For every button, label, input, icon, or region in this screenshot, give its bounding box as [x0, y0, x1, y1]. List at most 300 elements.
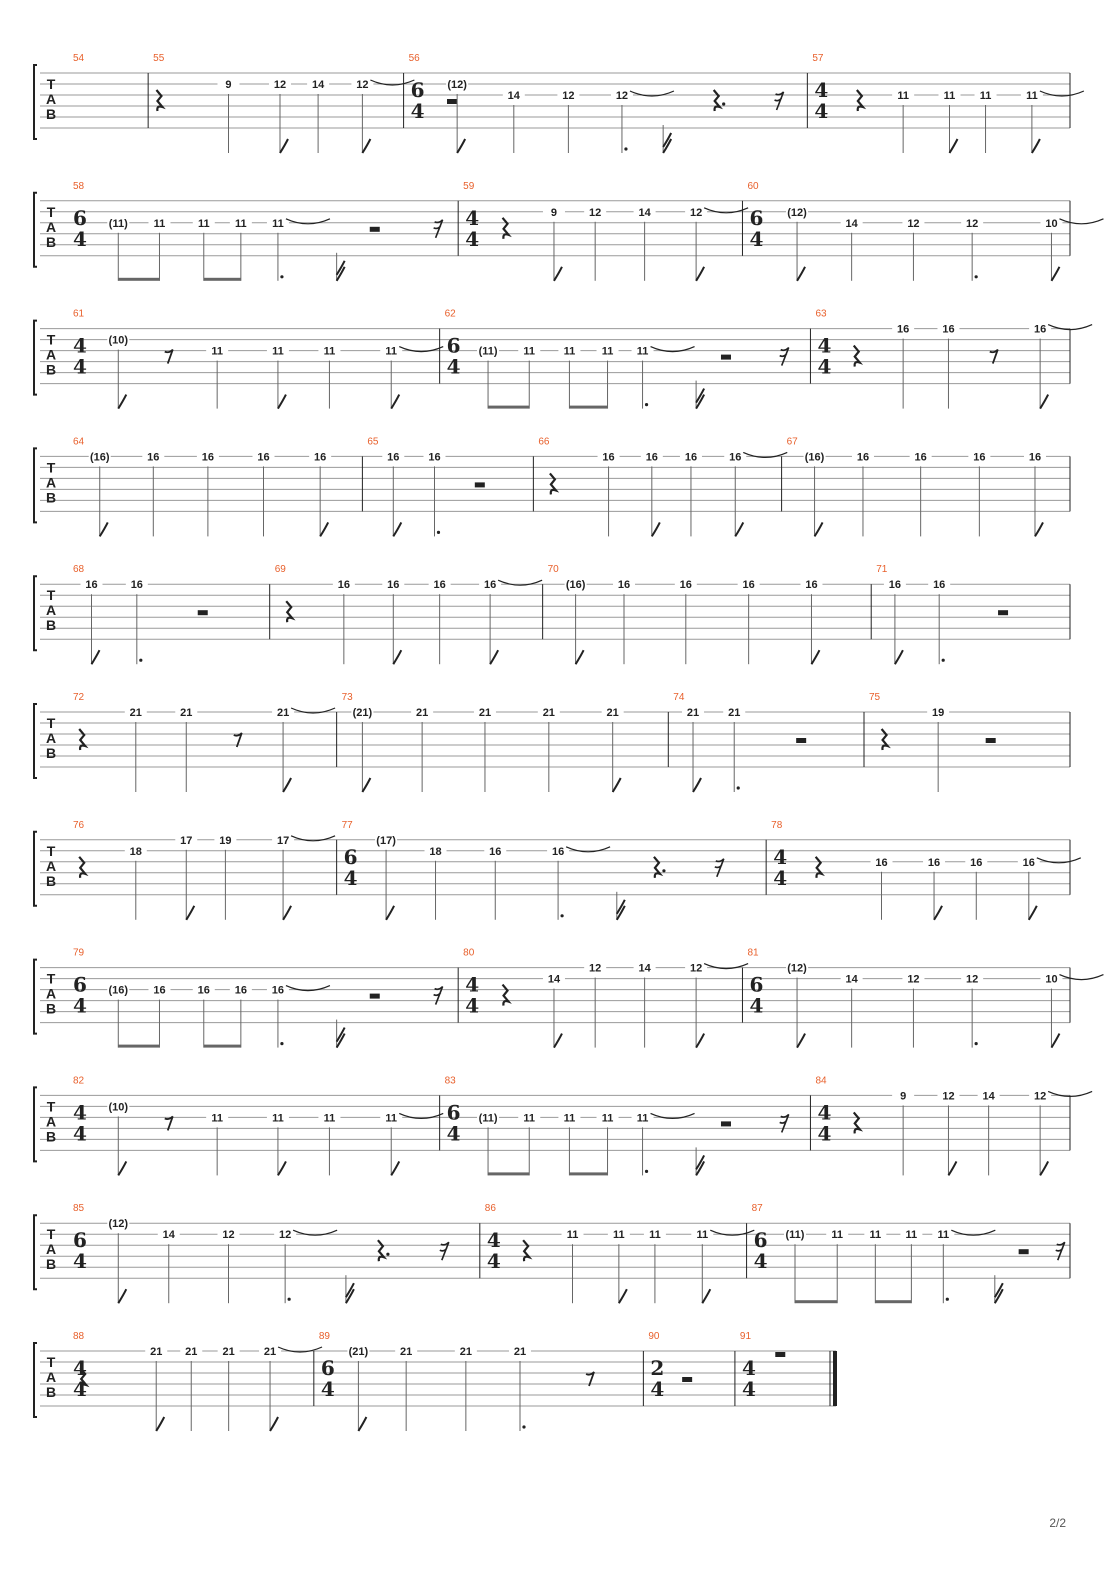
- stem-flag: [457, 139, 465, 153]
- stem-flag: [92, 650, 100, 664]
- stem-flag: [270, 1417, 278, 1431]
- stem-flag: [696, 267, 704, 281]
- system-bracket: [34, 704, 37, 778]
- fret-number: (12): [787, 206, 807, 219]
- tab-clef-letter: T: [46, 842, 56, 859]
- stem-flag: [118, 1161, 126, 1175]
- half-rest: [998, 610, 1008, 615]
- fret-number: 11: [831, 1229, 844, 1242]
- fret-number: (12): [787, 962, 807, 975]
- time-sig-bottom: 4: [73, 1377, 87, 1401]
- tab-clef-letter: A: [45, 346, 57, 363]
- tab-clef-letter: B: [45, 1384, 57, 1400]
- fret-number: 16: [85, 579, 98, 592]
- system-bracket: [34, 960, 37, 1034]
- time-sig-bottom: 4: [446, 1121, 461, 1146]
- time-sig-bottom: 4: [73, 1121, 87, 1146]
- time-sig-bottom: 4: [817, 354, 832, 379]
- fret-number: (11): [108, 217, 128, 230]
- fret-number: 11: [601, 345, 614, 358]
- tab-clef-letter: B: [45, 617, 57, 634]
- tab-clef-letter: A: [45, 730, 57, 746]
- stem-flag: [1051, 267, 1059, 281]
- fret-number: 16: [428, 451, 441, 464]
- time-sig-bottom: 4: [73, 993, 87, 1018]
- measure-number: 84: [815, 1075, 827, 1087]
- tab-clef-letter: B: [45, 1128, 57, 1145]
- system-bracket: [34, 65, 37, 139]
- tab-system: [34, 960, 1103, 1048]
- fret-number: 12: [562, 90, 575, 102]
- fret-number: (21): [352, 707, 373, 719]
- fret-number: 16: [897, 323, 910, 336]
- fret-number: 14: [638, 962, 651, 975]
- fret-number: 21: [129, 707, 142, 719]
- fret-number: 12: [907, 973, 920, 986]
- duration-dot: [737, 786, 740, 789]
- fret-number: 18: [429, 845, 442, 858]
- time-sig-bottom: 4: [773, 865, 788, 890]
- tab-clef-letter: A: [45, 1113, 57, 1130]
- tab-clef-letter: A: [45, 857, 57, 874]
- fret-number: 11: [566, 1229, 579, 1242]
- fret-number: 11: [649, 1229, 661, 1242]
- measure-number: 60: [747, 180, 759, 192]
- fret-number: 16: [483, 579, 497, 592]
- stem-flag: [1029, 906, 1037, 920]
- half-rest: [447, 99, 457, 104]
- sixteenth-rest: [1056, 1242, 1065, 1260]
- tab-clef-letter: T: [46, 970, 56, 987]
- duration-dot: [386, 1253, 389, 1256]
- fret-number: 16: [805, 579, 818, 592]
- tab-clef-letter: A: [45, 1241, 57, 1258]
- fret-number: 21: [686, 707, 700, 719]
- measure-number: 54: [73, 53, 85, 64]
- fret-number: 16: [927, 856, 941, 869]
- quarter-rest: [79, 729, 85, 750]
- measure-number: 55: [153, 53, 165, 64]
- sixteenth-rest: [715, 859, 724, 877]
- fret-number: 16: [1022, 856, 1035, 869]
- fret-number: (11): [478, 1112, 498, 1125]
- stem-flag: [619, 1289, 627, 1303]
- time-sig-bottom: 4: [465, 993, 480, 1018]
- fret-number: 21: [400, 1346, 413, 1358]
- fret-number: 12: [273, 79, 287, 91]
- system-bracket: [34, 321, 37, 395]
- fret-number: 16: [314, 451, 327, 464]
- fret-number: 17: [180, 834, 193, 847]
- fret-number: 16: [914, 451, 927, 464]
- time-sig-bottom: 4: [817, 1121, 832, 1146]
- fret-number: 16: [970, 856, 983, 869]
- fret-number: 11: [937, 1229, 950, 1242]
- fret-number: 16: [617, 579, 631, 592]
- beam: [569, 1172, 607, 1175]
- time-sig-bottom: 4: [73, 354, 87, 379]
- measure-number: 80: [463, 947, 475, 959]
- duration-dot: [645, 403, 648, 406]
- time-sig-top: 4: [73, 1356, 87, 1380]
- stem-flag: [283, 906, 291, 920]
- duration-dot: [946, 1298, 949, 1301]
- tab-clef-letter: A: [45, 985, 57, 1002]
- tab-clef-letter: T: [46, 331, 56, 348]
- tab-clef-letter: A: [45, 602, 57, 619]
- fret-number: 21: [180, 707, 193, 719]
- fret-number: 10: [1045, 217, 1058, 230]
- fret-number: (16): [89, 451, 110, 464]
- beam: [204, 278, 241, 281]
- time-sig-top: 6: [73, 1228, 87, 1253]
- stem-flag: [554, 267, 562, 281]
- fret-number: 16: [645, 451, 658, 464]
- stem-flag: [1035, 522, 1043, 536]
- duration-dot: [280, 275, 283, 278]
- time-sig-bottom: 4: [410, 99, 425, 123]
- fret-number: (21): [348, 1346, 369, 1358]
- stem-flag: [393, 650, 401, 664]
- stem-flag: [652, 522, 660, 536]
- fret-number: (17): [376, 834, 396, 847]
- time-sig-top: 2: [650, 1356, 665, 1380]
- duration-dot: [975, 1042, 978, 1045]
- stem-flag: [811, 650, 819, 664]
- time-sig-top: 4: [817, 1100, 832, 1125]
- fret-number: 12: [689, 206, 703, 219]
- sixteenth-rest: [780, 1114, 789, 1132]
- time-sig-bottom: 4: [320, 1377, 335, 1401]
- stem-flag: [693, 778, 701, 792]
- time-sig-bottom: 4: [753, 1249, 768, 1274]
- fret-number: 11: [272, 217, 284, 230]
- sixteenth-rest: [440, 1242, 449, 1260]
- fret-number: 12: [222, 1229, 235, 1242]
- tab-system: [34, 321, 1092, 409]
- fret-number: 14: [845, 217, 858, 230]
- tab-system: [34, 1087, 1092, 1175]
- stem-flag: [362, 778, 370, 792]
- tab-clef-letter: B: [45, 872, 57, 889]
- sixteenth-rest: [434, 220, 443, 238]
- fret-number: 11: [905, 1229, 918, 1242]
- fret-number: 16: [197, 984, 210, 997]
- fret-number: 11: [613, 1229, 625, 1242]
- tab-clef-letter: B: [45, 361, 57, 378]
- fret-number: 14: [162, 1229, 175, 1242]
- duration-dot: [975, 275, 978, 278]
- fret-number: 16: [684, 451, 698, 464]
- measure-number: 78: [771, 819, 783, 831]
- stem-flag: [948, 1161, 956, 1175]
- fret-number: 11: [523, 345, 536, 358]
- fret-number: 14: [638, 206, 651, 219]
- tab-clef-letter: T: [46, 459, 56, 476]
- tab-system: [34, 193, 1103, 281]
- measure-number: 76: [73, 819, 85, 831]
- fret-number: 21: [459, 1346, 472, 1358]
- half-rest: [682, 1377, 692, 1382]
- stem-flag: [100, 522, 108, 536]
- measure-number: 69: [274, 564, 286, 576]
- time-sig-top: 4: [773, 844, 788, 869]
- duration-dot: [662, 869, 665, 872]
- measure-number: 90: [648, 1331, 660, 1342]
- fret-number: 11: [323, 1112, 336, 1125]
- duration-dot: [624, 147, 627, 150]
- half-rest: [475, 482, 485, 487]
- tab-system: [34, 65, 1084, 153]
- fret-number: 16: [933, 579, 946, 592]
- time-sig-top: 6: [446, 333, 461, 358]
- stem-flag: [934, 906, 942, 920]
- fret-number: (10): [108, 1101, 129, 1114]
- time-sig-top: 6: [749, 972, 764, 997]
- fret-number: 12: [966, 217, 979, 230]
- time-sig-top: 6: [410, 78, 425, 102]
- system-bracket: [34, 448, 37, 522]
- fret-number: 21: [263, 1346, 277, 1358]
- fret-number: 12: [615, 90, 629, 102]
- tab-clef-letter: B: [45, 106, 57, 122]
- fret-number: 16: [551, 845, 565, 858]
- time-sig-bottom: 4: [73, 226, 87, 251]
- fret-number: 11: [1026, 90, 1038, 102]
- duration-dot: [288, 1298, 291, 1301]
- quarter-rest: [79, 857, 85, 878]
- measure-number: 63: [815, 308, 827, 320]
- fret-number: 12: [279, 1229, 292, 1242]
- time-sig-top: 4: [814, 78, 829, 102]
- tab-clef-letter: T: [46, 1226, 56, 1243]
- measure-number: 66: [538, 436, 550, 448]
- beam: [204, 1045, 241, 1048]
- measure-number: 88: [73, 1331, 85, 1342]
- measure-number: 81: [747, 947, 759, 959]
- stem-flag: [613, 778, 621, 792]
- fret-number: 14: [547, 973, 561, 986]
- stem-flag: [156, 1417, 164, 1431]
- tab-clef-letter: B: [45, 489, 57, 506]
- fret-number: (11): [478, 345, 498, 358]
- duration-dot: [942, 659, 945, 662]
- fret-number: 12: [589, 206, 602, 219]
- fret-number: 16: [973, 451, 986, 464]
- fret-number: 21: [222, 1346, 235, 1358]
- fret-number: 11: [943, 90, 956, 102]
- fret-number: 16: [153, 984, 166, 997]
- fret-number: 11: [869, 1229, 882, 1242]
- time-sig-bottom: 4: [749, 993, 764, 1018]
- stem-flag: [702, 1289, 710, 1303]
- tab-clef-letter: B: [45, 745, 57, 761]
- fret-number: 11: [563, 345, 576, 358]
- fret-number: 12: [907, 217, 920, 230]
- quarter-rest: [857, 90, 863, 111]
- stem-flag: [320, 522, 328, 536]
- quarter-rest: [286, 601, 292, 622]
- measure-number: 70: [547, 564, 559, 576]
- fret-number: 11: [323, 345, 336, 358]
- fret-number: 16: [433, 579, 446, 592]
- fret-number: 16: [387, 579, 400, 592]
- fret-number: 16: [875, 856, 888, 869]
- final-barline-thick: [833, 1351, 837, 1406]
- fret-number: 16: [602, 451, 615, 464]
- tab-clef-letter: T: [46, 715, 56, 731]
- fret-number: 11: [272, 1112, 284, 1125]
- fret-number: 21: [542, 707, 555, 719]
- measure-number: 87: [751, 1203, 763, 1215]
- time-sig-top: 4: [73, 1100, 87, 1125]
- quarter-rest: [882, 729, 888, 750]
- time-sig-top: 6: [320, 1356, 335, 1380]
- tab-clef-letter: T: [46, 1098, 56, 1115]
- fret-number: 21: [416, 707, 429, 719]
- time-sig-bottom: 4: [814, 99, 829, 123]
- measure-number: 57: [812, 53, 824, 64]
- fret-number: (12): [447, 79, 467, 91]
- stem-flag: [735, 522, 743, 536]
- duration-dot: [722, 102, 725, 105]
- stem-flag: [393, 522, 401, 536]
- system-bracket: [34, 832, 37, 906]
- stem-flag: [186, 906, 194, 920]
- measure-number: 58: [73, 180, 85, 192]
- beam: [488, 406, 529, 409]
- time-sig-top: 4: [741, 1356, 756, 1380]
- time-sig-top: 4: [817, 333, 832, 358]
- half-rest: [198, 610, 208, 615]
- measure-number: 71: [876, 564, 888, 576]
- stem-flag: [554, 1034, 562, 1048]
- fret-number: 14: [507, 90, 520, 102]
- sixteenth-rest: [780, 348, 789, 366]
- quarter-rest: [854, 1112, 860, 1133]
- quarter-rest: [503, 218, 509, 239]
- sixteenth-rest: [434, 987, 443, 1005]
- measure-number: 65: [367, 436, 379, 448]
- stem-flag: [895, 650, 903, 664]
- measure-number: 59: [463, 180, 475, 192]
- fret-number: 11: [601, 1112, 614, 1125]
- beam: [795, 1300, 837, 1303]
- sixteenth-rest: [775, 92, 784, 110]
- fret-number: 19: [932, 707, 945, 719]
- half-rest: [775, 1352, 785, 1357]
- fret-number: 16: [234, 984, 247, 997]
- measure-number: 85: [73, 1203, 85, 1215]
- stem-flag: [1032, 139, 1040, 153]
- fret-number: 16: [1028, 451, 1042, 464]
- fret-number: (16): [108, 984, 129, 997]
- tab-clef-letter: A: [45, 474, 57, 491]
- time-sig-top: 6: [749, 205, 764, 230]
- fret-number: 11: [563, 1112, 576, 1125]
- fret-number: 12: [356, 79, 369, 91]
- tab-clef-letter: B: [45, 1256, 57, 1273]
- fret-number: 11: [979, 90, 992, 102]
- fret-number: 21: [150, 1346, 163, 1358]
- fret-number: 17: [276, 834, 290, 847]
- system-bracket: [34, 1087, 37, 1161]
- stem-flag: [1051, 1034, 1059, 1048]
- fret-number: 12: [689, 962, 703, 975]
- stem-flag: [278, 1161, 286, 1175]
- time-sig-bottom: 4: [343, 865, 358, 890]
- quarter-rest: [854, 346, 860, 367]
- system-bracket: [34, 1343, 37, 1417]
- fret-number: 16: [130, 579, 143, 592]
- tab-clef-letter: A: [45, 1369, 57, 1385]
- stem-flag: [576, 650, 584, 664]
- time-sig-top: 6: [446, 1100, 461, 1125]
- measure-number: 89: [318, 1331, 330, 1342]
- fret-number: 16: [337, 579, 350, 592]
- time-sig-bottom: 4: [486, 1249, 501, 1274]
- fret-number: 16: [888, 579, 902, 592]
- fret-number: 16: [942, 323, 955, 336]
- duration-dot: [437, 531, 440, 534]
- fret-number: 16: [147, 451, 160, 464]
- half-rest: [796, 738, 806, 743]
- time-sig-top: 6: [73, 205, 87, 230]
- half-rest: [721, 355, 731, 360]
- fret-number: 16: [742, 579, 755, 592]
- measure-number: 79: [73, 947, 85, 959]
- fret-number: 16: [387, 451, 400, 464]
- measure-number: 91: [739, 1331, 752, 1342]
- fret-number: 18: [129, 845, 142, 858]
- stem-flag: [118, 395, 126, 409]
- measure-number: 64: [73, 436, 85, 448]
- half-rest: [986, 738, 996, 743]
- measure-number: 56: [408, 53, 420, 64]
- time-sig-top: 4: [465, 205, 480, 230]
- fret-number: 11: [197, 217, 210, 230]
- stem-flag: [1040, 1161, 1048, 1175]
- fret-number: 16: [201, 451, 215, 464]
- time-sig-bottom: 4: [741, 1377, 756, 1401]
- measure-number: 67: [786, 436, 798, 448]
- fret-number: 14: [982, 1090, 995, 1103]
- fret-number: 19: [219, 834, 232, 847]
- tab-clef-letter: T: [46, 587, 56, 604]
- fret-number: 9: [900, 1090, 907, 1103]
- fret-number: 11: [385, 1112, 398, 1125]
- beam: [875, 1300, 911, 1303]
- tab-clef-letter: B: [45, 233, 57, 250]
- half-rest: [1019, 1249, 1029, 1254]
- stem-flag: [815, 522, 823, 536]
- duration-dot: [522, 1425, 525, 1428]
- fret-number: (10): [108, 334, 129, 347]
- stem-flag: [391, 1161, 399, 1175]
- measure-number: 83: [444, 1075, 456, 1087]
- duration-dot: [645, 1170, 648, 1173]
- fret-number: (11): [785, 1229, 805, 1242]
- quarter-rest: [523, 1240, 529, 1261]
- quarter-rest: [654, 857, 660, 878]
- tab-system: [34, 576, 1070, 664]
- measure-number: 75: [869, 692, 881, 703]
- measure-number: 74: [673, 692, 685, 703]
- measure-number: 73: [341, 692, 353, 703]
- fret-number: 14: [311, 79, 325, 91]
- system-bracket: [34, 576, 37, 650]
- stem-flag: [696, 1034, 704, 1048]
